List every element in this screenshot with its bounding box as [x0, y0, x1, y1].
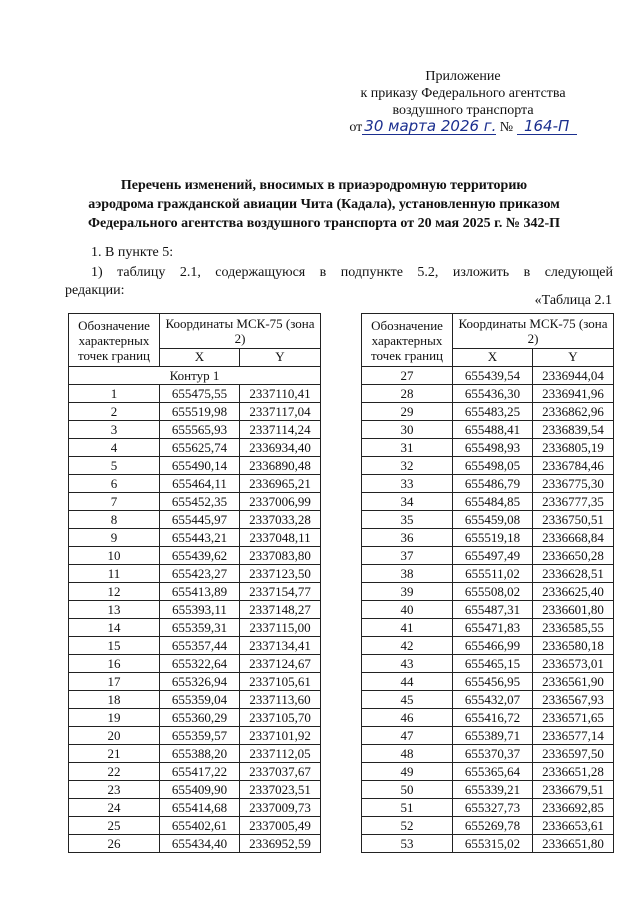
- table-row: [69, 799, 321, 817]
- coord-y: 2337009,73: [240, 799, 321, 817]
- header-coordinates: Координаты МСК-75 (зона 2): [453, 314, 614, 349]
- coord-x: 655436,30: [453, 385, 533, 403]
- point-number: 51: [362, 799, 453, 817]
- point-number: 18: [69, 691, 160, 709]
- appendix-header: [348, 68, 578, 136]
- point-number: 40: [362, 601, 453, 619]
- header-designation: Обозначение характерных точек границ: [362, 314, 453, 367]
- coord-y: 2336777,35: [533, 493, 614, 511]
- point-number: 8: [69, 511, 160, 529]
- table-row: [362, 835, 614, 853]
- coord-y: 2336561,90: [533, 673, 614, 691]
- coord-y: 2337113,60: [240, 691, 321, 709]
- coord-y: 2336944,04: [533, 367, 614, 385]
- point-number: 38: [362, 565, 453, 583]
- coord-y: 2336692,85: [533, 799, 614, 817]
- table-row: [362, 367, 614, 385]
- point-number: 11: [69, 565, 160, 583]
- coord-y: 2336941,96: [533, 385, 614, 403]
- table-row: [69, 763, 321, 781]
- table-row: [362, 709, 614, 727]
- table-row: [69, 475, 321, 493]
- point-number: 47: [362, 727, 453, 745]
- point-number: 27: [362, 367, 453, 385]
- coord-x: 655357,44: [160, 637, 240, 655]
- coord-x: 655487,31: [453, 601, 533, 619]
- header-coordinates: Координаты МСК-75 (зона 2): [160, 314, 321, 349]
- table-row: [69, 655, 321, 673]
- point-number: 53: [362, 835, 453, 853]
- document-title: [60, 176, 588, 233]
- coord-y: 2337005,49: [240, 817, 321, 835]
- point-number: 16: [69, 655, 160, 673]
- coord-y: 2337037,67: [240, 763, 321, 781]
- table-row: [362, 583, 614, 601]
- handwritten-date: 30 марта 2026 г.: [364, 117, 497, 135]
- point-number: 41: [362, 619, 453, 637]
- coord-y: 2336934,40: [240, 439, 321, 457]
- table-row: [362, 511, 614, 529]
- coord-y: 2337148,27: [240, 601, 321, 619]
- point-number: 31: [362, 439, 453, 457]
- table-row: [69, 673, 321, 691]
- coord-x: 655409,90: [160, 781, 240, 799]
- coord-y: 2336784,46: [533, 457, 614, 475]
- coord-y: 2337101,92: [240, 727, 321, 745]
- coord-x: 655417,22: [160, 763, 240, 781]
- coord-y: 2337114,24: [240, 421, 321, 439]
- coord-y: 2336805,19: [533, 439, 614, 457]
- coord-y: 2336965,21: [240, 475, 321, 493]
- coord-y: 2337048,11: [240, 529, 321, 547]
- point-number: 23: [69, 781, 160, 799]
- from-label: от: [349, 120, 363, 135]
- title-line-3: Федерального агентства воздушного транспорта от 20 мая 2025 г. № 342-П: [88, 216, 560, 231]
- table-row: [362, 799, 614, 817]
- point-number: 37: [362, 547, 453, 565]
- table-row: [362, 637, 614, 655]
- header-x: X: [160, 348, 240, 366]
- point-number: 44: [362, 673, 453, 691]
- coord-y: 2337134,41: [240, 637, 321, 655]
- table-row: [362, 673, 614, 691]
- table-row: [69, 709, 321, 727]
- coord-x: 655497,49: [453, 547, 533, 565]
- table-row: [69, 727, 321, 745]
- title-line-2: аэродрома гражданской авиации Чита (Кадала), установленную приказом: [88, 197, 560, 212]
- point-number: 45: [362, 691, 453, 709]
- header-y: Y: [533, 348, 614, 366]
- coord-y: 2336597,50: [533, 745, 614, 763]
- table-row: [69, 601, 321, 619]
- coord-x: 655466,99: [453, 637, 533, 655]
- table-row: [69, 835, 321, 853]
- point-number: 1: [69, 385, 160, 403]
- point-number: 50: [362, 781, 453, 799]
- coord-x: 655490,14: [160, 457, 240, 475]
- appendix-agency: воздушного транспорта: [392, 103, 534, 118]
- table-row: [69, 565, 321, 583]
- coord-x: 655486,79: [453, 475, 533, 493]
- table-row: [362, 547, 614, 565]
- coord-y: 2336625,40: [533, 583, 614, 601]
- coord-y: 2336650,28: [533, 547, 614, 565]
- coord-x: 655370,37: [453, 745, 533, 763]
- point-number: 42: [362, 637, 453, 655]
- table-row: [362, 745, 614, 763]
- coord-y: 2337023,51: [240, 781, 321, 799]
- table-row: [362, 493, 614, 511]
- table-row: [362, 781, 614, 799]
- coord-y: 2336890,48: [240, 457, 321, 475]
- table-row: [362, 763, 614, 781]
- coord-x: 655464,11: [160, 475, 240, 493]
- coord-x: 655565,93: [160, 421, 240, 439]
- point-number: 52: [362, 817, 453, 835]
- table-row: [69, 385, 321, 403]
- point-number: 5: [69, 457, 160, 475]
- coord-x: 655326,94: [160, 673, 240, 691]
- coord-y: 2337112,05: [240, 745, 321, 763]
- coord-x: 655269,78: [453, 817, 533, 835]
- table-row: [362, 691, 614, 709]
- coord-y: 2337006,99: [240, 493, 321, 511]
- table-row: [69, 781, 321, 799]
- coord-y: 2336750,51: [533, 511, 614, 529]
- point-number: 46: [362, 709, 453, 727]
- point-number: 17: [69, 673, 160, 691]
- table-label: «Таблица 2.1: [534, 293, 612, 308]
- coord-y: 2337154,77: [240, 583, 321, 601]
- coord-y: 2336952,59: [240, 835, 321, 853]
- table-row: [362, 817, 614, 835]
- header-y: Y: [240, 348, 321, 366]
- coord-y: 2337033,28: [240, 511, 321, 529]
- table-row: [69, 691, 321, 709]
- coord-y: 2336567,93: [533, 691, 614, 709]
- point-number: 34: [362, 493, 453, 511]
- coord-x: 655365,64: [453, 763, 533, 781]
- coord-y: 2337105,61: [240, 673, 321, 691]
- coord-y: 2336651,80: [533, 835, 614, 853]
- table-row: [69, 421, 321, 439]
- coord-x: 655327,73: [453, 799, 533, 817]
- point-number: 10: [69, 547, 160, 565]
- coord-y: 2336580,18: [533, 637, 614, 655]
- coord-x: 655359,04: [160, 691, 240, 709]
- coord-x: 655402,61: [160, 817, 240, 835]
- point-number: 24: [69, 799, 160, 817]
- coord-x: 655393,11: [160, 601, 240, 619]
- handwritten-order-number: 164-П: [517, 119, 577, 135]
- point-number: 25: [69, 817, 160, 835]
- point-number: 15: [69, 637, 160, 655]
- point-number: 19: [69, 709, 160, 727]
- item-1-1: 1) таблицу 2.1, содержащуюся в подпункте 5.2, изложить в следующей: [91, 265, 613, 280]
- point-number: 2: [69, 403, 160, 421]
- order-date-line: [348, 119, 578, 136]
- table-row: [362, 601, 614, 619]
- contour-label: Контур 1: [69, 367, 321, 385]
- table-row: [69, 817, 321, 835]
- point-number: 14: [69, 619, 160, 637]
- coord-x: 655452,35: [160, 493, 240, 511]
- coord-y: 2336585,55: [533, 619, 614, 637]
- point-number: 32: [362, 457, 453, 475]
- coord-y: 2337110,41: [240, 385, 321, 403]
- coord-x: 655360,29: [160, 709, 240, 727]
- point-number: 7: [69, 493, 160, 511]
- coord-y: 2336628,51: [533, 565, 614, 583]
- point-number: 48: [362, 745, 453, 763]
- coord-x: 655445,97: [160, 511, 240, 529]
- table-row: [362, 403, 614, 421]
- coord-x: 655339,21: [453, 781, 533, 799]
- coord-x: 655498,05: [453, 457, 533, 475]
- coord-y: 2337105,70: [240, 709, 321, 727]
- coord-x: 655488,41: [453, 421, 533, 439]
- coord-x: 655414,68: [160, 799, 240, 817]
- coord-y: 2336775,30: [533, 475, 614, 493]
- coord-x: 655423,27: [160, 565, 240, 583]
- point-number: 43: [362, 655, 453, 673]
- table-row: [69, 637, 321, 655]
- table-row: [362, 457, 614, 475]
- coord-x: 655315,02: [453, 835, 533, 853]
- coord-y: 2336668,84: [533, 529, 614, 547]
- coord-x: 655359,57: [160, 727, 240, 745]
- title-line-1: Перечень изменений, вносимых в приаэродромную территорию: [120, 178, 528, 193]
- point-number: 28: [362, 385, 453, 403]
- coord-y: 2336651,28: [533, 763, 614, 781]
- number-label: №: [499, 120, 514, 135]
- coord-x: 655434,40: [160, 835, 240, 853]
- point-number: 33: [362, 475, 453, 493]
- coord-x: 655456,95: [453, 673, 533, 691]
- coord-x: 655484,85: [453, 493, 533, 511]
- coord-x: 655519,18: [453, 529, 533, 547]
- table-row: [362, 565, 614, 583]
- point-number: 9: [69, 529, 160, 547]
- point-number: 3: [69, 421, 160, 439]
- point-number: 36: [362, 529, 453, 547]
- coord-x: 655388,20: [160, 745, 240, 763]
- coord-x: 655413,89: [160, 583, 240, 601]
- table-row: [69, 403, 321, 421]
- header-x: X: [453, 348, 533, 366]
- coord-x: 655471,83: [453, 619, 533, 637]
- table-row: [69, 511, 321, 529]
- header-designation: Обозначение характерных точек границ: [69, 314, 160, 367]
- table-row: [362, 439, 614, 457]
- coord-y: 2336601,80: [533, 601, 614, 619]
- point-number: 21: [69, 745, 160, 763]
- item-1-1-continuation: редакции:: [65, 283, 125, 298]
- coord-y: 2337124,67: [240, 655, 321, 673]
- coordinates-table-left: [68, 313, 321, 853]
- table-row: [362, 655, 614, 673]
- coord-x: 655389,71: [453, 727, 533, 745]
- point-number: 35: [362, 511, 453, 529]
- coord-y: 2336573,01: [533, 655, 614, 673]
- table-row: [362, 727, 614, 745]
- coord-x: 655625,74: [160, 439, 240, 457]
- table-row: [69, 439, 321, 457]
- coord-y: 2337083,80: [240, 547, 321, 565]
- coord-y: 2336571,65: [533, 709, 614, 727]
- coord-y: 2337115,00: [240, 619, 321, 637]
- coord-x: 655322,64: [160, 655, 240, 673]
- table-row: [69, 619, 321, 637]
- table-row: [362, 385, 614, 403]
- point-number: 49: [362, 763, 453, 781]
- point-number: 12: [69, 583, 160, 601]
- appendix-title: Приложение: [425, 69, 501, 84]
- coordinates-table-right: [361, 313, 614, 853]
- coord-x: 655416,72: [453, 709, 533, 727]
- coord-x: 655511,02: [453, 565, 533, 583]
- coord-y: 2336577,14: [533, 727, 614, 745]
- point-number: 26: [69, 835, 160, 853]
- table-row: [362, 619, 614, 637]
- coord-x: 655508,02: [453, 583, 533, 601]
- point-number: 29: [362, 403, 453, 421]
- coord-y: 2337123,50: [240, 565, 321, 583]
- table-row: [69, 529, 321, 547]
- coord-x: 655439,62: [160, 547, 240, 565]
- coord-x: 655439,54: [453, 367, 533, 385]
- coord-y: 2336653,61: [533, 817, 614, 835]
- point-number: 6: [69, 475, 160, 493]
- coord-x: 655483,25: [453, 403, 533, 421]
- table-row: [69, 547, 321, 565]
- coord-x: 655465,15: [453, 655, 533, 673]
- point-number: 30: [362, 421, 453, 439]
- appendix-order-ref: к приказу Федерального агентства: [360, 86, 566, 101]
- point-number: 4: [69, 439, 160, 457]
- coord-x: 655498,93: [453, 439, 533, 457]
- coord-y: 2337117,04: [240, 403, 321, 421]
- table-row: [69, 493, 321, 511]
- coord-x: 655519,98: [160, 403, 240, 421]
- table-row: [69, 745, 321, 763]
- coord-y: 2336839,54: [533, 421, 614, 439]
- table-row: [69, 583, 321, 601]
- coord-y: 2336679,51: [533, 781, 614, 799]
- point-number: 39: [362, 583, 453, 601]
- point-number: 13: [69, 601, 160, 619]
- coord-y: 2336862,96: [533, 403, 614, 421]
- table-row: [362, 475, 614, 493]
- point-number: 22: [69, 763, 160, 781]
- coord-x: 655475,55: [160, 385, 240, 403]
- table-row: [362, 421, 614, 439]
- coord-x: 655443,21: [160, 529, 240, 547]
- coord-x: 655459,08: [453, 511, 533, 529]
- point-number: 20: [69, 727, 160, 745]
- coord-x: 655359,31: [160, 619, 240, 637]
- table-row: [69, 457, 321, 475]
- item-1: 1. В пункте 5:: [91, 245, 174, 260]
- coord-x: 655432,07: [453, 691, 533, 709]
- table-row: [362, 529, 614, 547]
